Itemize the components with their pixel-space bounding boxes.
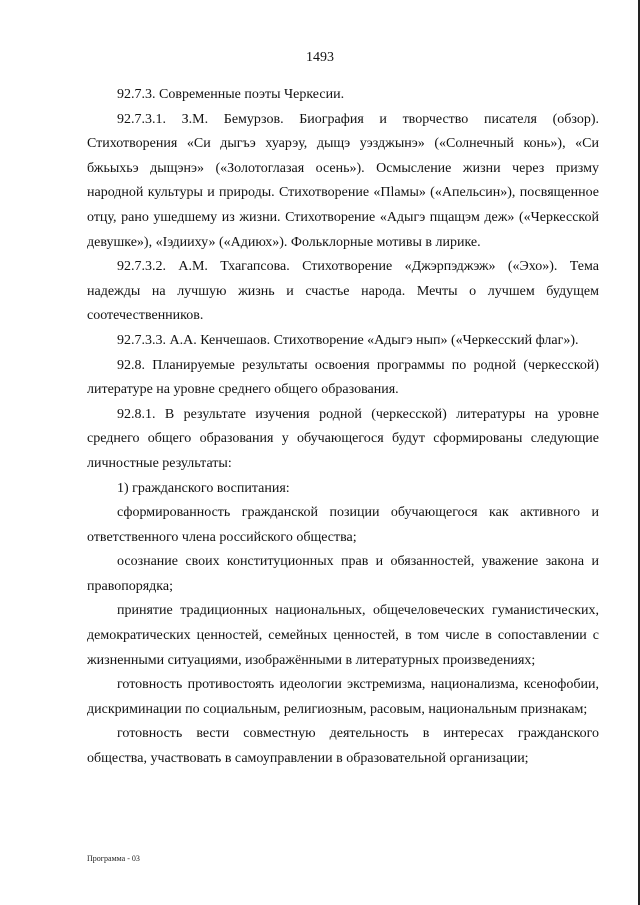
page-number: 1493 [306,50,334,65]
list-item: осознание своих конституционных прав и обязанностей, уважение закона и правопорядка; [87,554,599,594]
list-heading-civic: 1) гражданского воспитания: [117,480,290,496]
paragraph-kencheshaov: 92.7.3.3. А.А. Кенчешаов. Стихотворение «Адыгэ нып» («Черкесский флаг»). [117,332,579,348]
paragraph-tkhagapsova: 92.7.3.2. А.М. Тхагапсова. Стихотворение «Джэрпэджэж» («Эхо»). Тема надежды на лучшую жизнь и счастье народа. Мечты о лучшем будущем соотечественников. [87,259,599,324]
paragraph-planned-results: 92.8. Планируемые результаты освоения программы по родной (черкесской) литературе на уровне среднего общего образования. [87,357,599,398]
section-heading: 92.7.3. Современные поэты Черкесии. [117,87,345,102]
list-item: готовность противостоять идеологии экстремизма, национализма, ксенофобии, дискриминации по социальным, религиозным, расовым, национальным признакам; [87,677,599,717]
paragraph-personal-results: 92.8.1. В результате изучения родной (черкесской) литературы на уровне среднего общего образования у обучающегося будут сформированы следующие личностные результаты: [87,406,599,471]
list-item: принятие традиционных национальных, общечеловеческих гуманистических, демократических ценностей, семейных ценностей, в том числе в сопоставлении с жизненными ситуациями, изображёнными в литературных произведениях; [87,603,599,668]
page-body [87,83,599,772]
list-item: готовность вести совместную деятельность в интересах гражданского общества, участвовать в самоуправлении в образовательной организации; [87,726,599,767]
page-footer: Программа - 03 [87,854,140,863]
paragraph-bemurzov: 92.7.3.1. З.М. Бемурзов. Биография и творчество писателя (обзор). Стихотворения «Си дыгъэ хуарэу, дыщэ уэзджынэ» («Солнечный конь»), «Си бжьыхьэ дыщэнэ» («Золотоглазая осень»). Осмысление жизни через призму народной культуры и природы. Стихотворение «Пlамы» («Апельсин»), посвященное отцу, рано ушедшему из жизни. Стихотворение «Адыгэ пщащэм деж» («Черкесской девушке»), «Iэдииху» («Адиюх»). Фольклорные мотивы в лирике. [87,111,599,250]
list-item: сформированность гражданской позиции обучающегося как активного и ответственного члена российского общества; [87,505,599,545]
